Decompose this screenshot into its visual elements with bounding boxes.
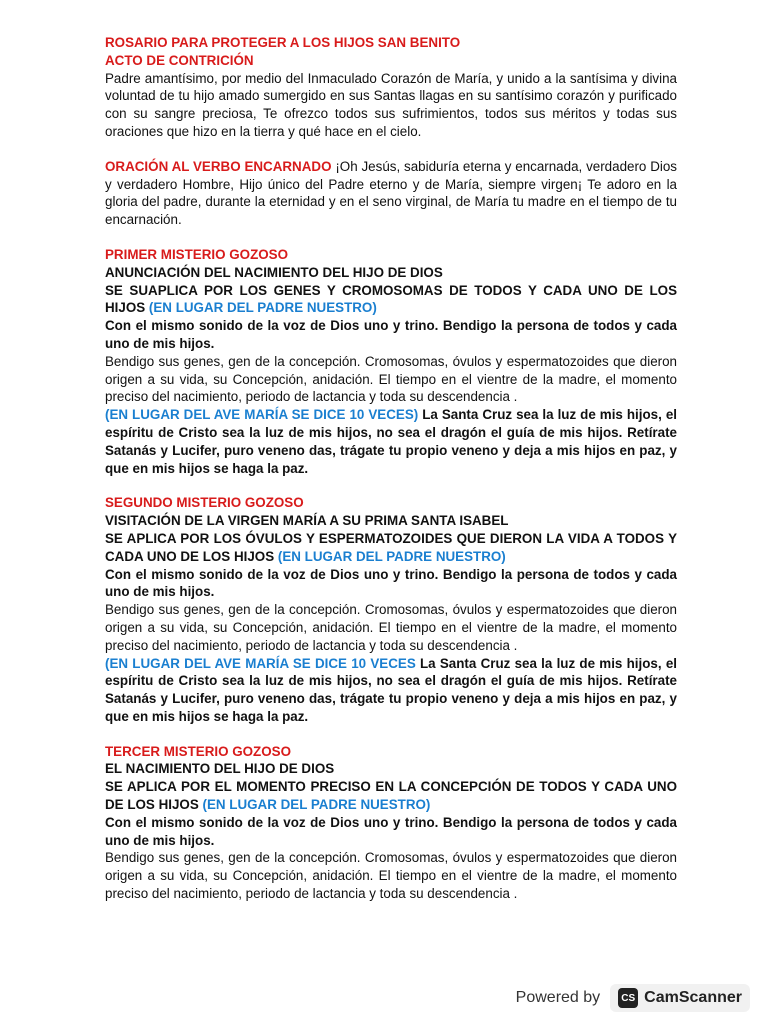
m3-padre-note: (EN LUGAR DEL PADRE NUESTRO) (202, 797, 431, 813)
m1-heading: PRIMER MISTERIO GOZOSO (105, 246, 289, 262)
m1-cruz (105, 406, 677, 477)
m3-apply-text: SE APLICA POR EL MOMENTO PRECISO EN LA CONCEPCIÓN DE TODOS Y CADA UNO DE LOS HIJOS (105, 779, 677, 813)
m2-cruz (105, 655, 677, 726)
m1-bless: Con el mismo sonido de la voz de Dios uno y trino. Bendigo la persona de todos y cada uno de mis hijos. (105, 318, 677, 351)
m3-bless: Con el mismo sonido de la voz de Dios uno y trino. Bendigo la persona de todos y cada uno de mis hijos. (105, 814, 677, 848)
verbo-heading: ORACIÓN AL VERBO ENCARNADO (105, 158, 332, 174)
m2-apply (105, 530, 677, 566)
m1-apply (105, 282, 677, 318)
m2-subtitle: VISITACIÓN DE LA VIRGEN MARÍA A SU PRIMA SANTA ISABEL (105, 513, 509, 529)
m2-apply-text: SE APLICA POR LOS ÓVULOS Y ESPERMATOZOIDES QUE DIERON LA VIDA A TODOS Y CADA UNO DE LOS HIJOS (105, 530, 677, 564)
m3-subtitle: EL NACIMIENTO DEL HIJO DE DIOS (105, 761, 335, 777)
m1-subtitle: ANUNCIACIÓN DEL NACIMIENTO DEL HIJO DE DIOS (105, 264, 443, 280)
m1-cruz-text: La Santa Cruz sea la luz de mis hijos, el espíritu de Cristo sea la luz de mis hijos, no sea el dragón el guía de mis hijos. Retírate Satanás y Lucifer, puro veneno das, trágate tu propio veneno y deja a mis hijos en paz, y que en mis hijos se haga la paz. (105, 407, 677, 476)
camscanner-brand: CamScanner (644, 989, 742, 1006)
verbo-text: ¡Oh Jesús, sabiduría eterna y encarnada, verdadero Dios y verdadero Hombre, Hijo único del Padre eterno y de María, siempre virgen¡ Te adoro en la gloria del padre, durante la eternidad y en el seno virginal, de María tu madre en el tiempo de tu encarnación. (105, 158, 677, 228)
m2-bless: Con el mismo sonido de la voz de Dios uno y trino. Bendigo la persona de todos y cada uno de mis hijos. (105, 566, 677, 600)
document-page (105, 34, 677, 903)
contrition-heading: ACTO DE CONTRICIÓN (105, 52, 254, 68)
camscanner-logo-icon: CS (618, 988, 638, 1008)
m1-padre-note: (EN LUGAR DEL PADRE NUESTRO) (148, 300, 377, 316)
m1-genes: Bendigo sus genes, gen de la concepción. Cromosomas, óvulos y espermatozoides que dieron origen a su vida, su Concepción, anidación. El tiempo en el vientre de la madre, el momento preciso del nacimiento, periodo de lactancia y toda su descendencia . (105, 353, 677, 405)
m2-padre-note: (EN LUGAR DEL PADRE NUESTRO) (277, 548, 506, 564)
m3-genes: Bendigo sus genes, gen de la concepción. Cromosomas, óvulos y espermatozoides que dieron origen a su vida, su Concepción, anidación. El tiempo en el vientre de la madre, el momento preciso del nacimiento, periodo de lactancia y toda su descendencia . (105, 850, 677, 902)
camscanner-badge (610, 984, 750, 1012)
m2-heading: SEGUNDO MISTERIO GOZOSO (105, 495, 304, 511)
m1-apply-text: SE SUAPLICA POR LOS GENES Y CROMOSOMAS DE TODOS Y CADA UNO DE LOS HIJOS (105, 282, 677, 316)
verbo-paragraph (105, 158, 677, 229)
m3-apply (105, 778, 677, 814)
m2-ave-note: (EN LUGAR DEL AVE MARÍA SE DICE 10 VECES (105, 655, 416, 671)
document-title: ROSARIO PARA PROTEGER A LOS HIJOS SAN BENITO (105, 35, 461, 50)
m2-genes: Bendigo sus genes, gen de la concepción. Cromosomas, óvulos y espermatozoides que dieron origen a su vida, su Concepción, anidación. El tiempo en el vientre de la madre, el momento preciso del nacimiento, periodo de lactancia y toda su descendencia . (105, 602, 677, 653)
m1-ave-note: (EN LUGAR DEL AVE MARÍA SE DICE 10 VECES) (105, 407, 419, 423)
m2-cruz-text: La Santa Cruz sea la luz de mis hijos, el espíritu de Cristo sea la luz de mis hijos, no sea el dragón el guía de mis hijos. Retírate Satanás y Lucifer, puro veneno das, trágate tu propio veneno y deja a mis hijos en paz, y que en mis hijos se haga la paz. (105, 655, 677, 724)
m3-heading: TERCER MISTERIO GOZOSO (105, 743, 291, 759)
camscanner-watermark (516, 984, 750, 1012)
powered-by-label: Powered by (515, 989, 601, 1006)
contrition-text: Padre amantísimo, por medio del Inmaculado Corazón de María, y unido a la santísima y divina voluntad de tu hijo amado sumergido en sus Santas llagas en su santísimo corazón y purificado con su sangre preciosa, Te ofrezco todos sus sufrimientos, todos sus méritos y todas sus oraciones que hizo en la tierra y qué hace en el cielo. (105, 70, 677, 139)
